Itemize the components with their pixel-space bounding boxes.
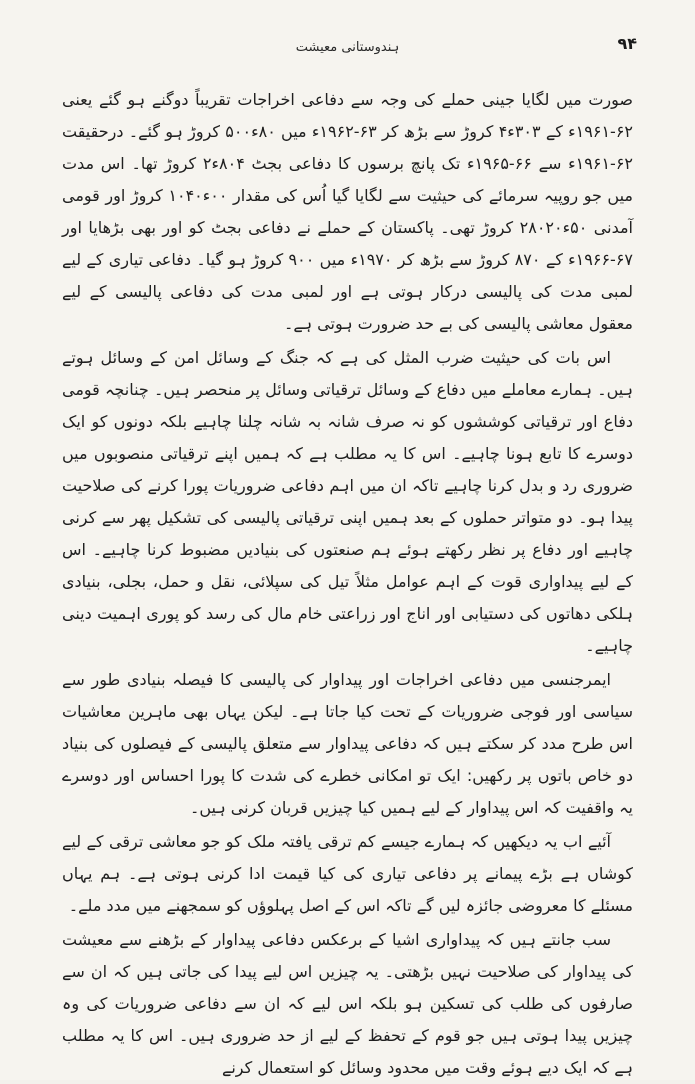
paragraph-3: ایمرجنسی میں دفاعی اخراجات اور پیداوار کی پالیسی کا فیصلہ بنیادی طور سے سیاسی اور فوجی ضروریات کے تحت کیا جاتا ہے۔ لیکن یہاں بھی ماہرین معاشیات اس طرح مدد کر سکتے ہیں کہ دفاعی پیداوار سے متعلق پالیسی کے فیصلوں کی بنیاد دو خاص باتوں پر رکھیں: ایک تو امکانی خطرے کی شدت کا پورا احساس اور دوسرے یہ واقفیت کہ اس پیداوار کے لیے ہمیں کیا چیزیں قربان کرنی ہیں۔: [62, 670, 633, 817]
page-number: ۹۴: [617, 34, 637, 53]
paragraph-2: اس بات کی حیثیت ضرب المثل کی ہے کہ جنگ کے وسائل امن کے وسائل ہوتے ہیں۔ ہمارے معاملے میں دفاع کے وسائل ترقیاتی وسائل پر منحصر ہیں۔ چنانچہ قومی دفاع اور ترقیاتی کوششوں کو نہ صرف شانہ بہ شانہ چلنا چاہیے بلکہ دونوں کو ایک دوسرے کا تابع ہونا چاہیے۔ اس کا یہ مطلب ہے کہ ہمیں اپنے ترقیاتی منصوبوں میں ضروری رد و بدل کرنا چاہیے تاکہ ان میں اہم دفاعی ضروریات پورا کرنے کی صلاحیت پیدا ہو۔ دو متواتر حملوں کے بعد ہمیں اپنی ترقیاتی پالیسی کی تشکیل پھر سے کرنی چاہیے اور دفاع پر نظر رکھتے ہوئے ہم صنعتوں کی بنیادیں مضبوط کرنا چاہیے۔ اس کے لیے پیداواری قوت کے اہم عوامل مثلاً تیل کی سپلائی، نقل و حمل، بجلی، بنیادی ہلکی دھاتوں کی دستیابی اور اناج اور زراعتی خام مال کی رسد کو پوری اہمیت دینی چاہیے۔: [62, 348, 633, 655]
paragraph-4: آئیے اب یہ دیکھیں کہ ہمارے جیسے کم ترقی یافتہ ملک کو جو معاشی ترقی کے لیے کوشاں ہے بڑے پیمانے پر دفاعی تیاری کی کیا قیمت ادا کرنی ہوتی ہے۔ ہم یہاں مسئلے کا معروضی جائزہ لیں گے تاکہ اس کے اصل پہلوؤں کو سمجھنے میں مدد ملے۔: [62, 832, 633, 915]
running-head-title: ہندوستانی معیشت: [295, 40, 400, 55]
paragraph-5: سب جانتے ہیں کہ پیداواری اشیا کے برعکس دفاعی پیداوار کے بڑھنے سے معیشت کی پیداوار کی صلاحیت نہیں بڑھتی۔ یہ چیزیں اس لیے پیدا کی جاتی ہیں کہ ان سے صارفوں کی طلب کی تسکین ہو بلکہ اس لیے کہ ان سے دفاعی ضروریات کی وہ چیزیں پیدا ہوتی ہیں جو قوم کے تحفظ کے لیے از حد ضروری ہیں۔ اس کا یہ مطلب ہے کہ ایک دیے ہوئے وقت میں محدود وسائل کو استعمال کرنے: [62, 930, 633, 1077]
paragraph-1: صورت میں لگایا جینی حملے کی وجہ سے دفاعی اخراجات تقریباً دوگنے ہو گئے یعنی ۶۲-۱۹۶۱ء کے ۳۰۳ء۴ کروڑ سے بڑھ کر ۶۳-۱۹۶۲ء میں ۸۰ء۵۰۰ کروڑ ہو گئے۔ درحقیقت ۶۲-۱۹۶۱ء سے ۶۶-۱۹۶۵ء تک پانچ برسوں کا دفاعی بجٹ ۸۰۴ء۲ کروڑ تھا۔ اس مدت میں جو روپیہ سرمائے کی حیثیت سے لگایا گیا اُس کی مقدار ۰۰ء۱۰۴۰ کروڑ اور قومی آمدنی ۵۰ء۲۸۰۲۰ کروڑ تھی۔ پاکستان کے حملے نے دفاعی بجٹ کو اور بھی بڑھایا اور ۶۷-۱۹۶۶ء کے ۸۷۰ کروڑ سے بڑھ کر ۱۹۷۰ء میں ۹۰۰ کروڑ ہو گیا۔ دفاعی تیاری کے لیے لمبی مدت کی پالیسی درکار ہوتی ہے اور لمبی مدت کی دفاعی پالیسی کے لیے معقول معاشی پالیسی کی بے حد ضرورت ہوتی ہے۔: [62, 90, 634, 333]
body-text: [62, 84, 634, 1077]
